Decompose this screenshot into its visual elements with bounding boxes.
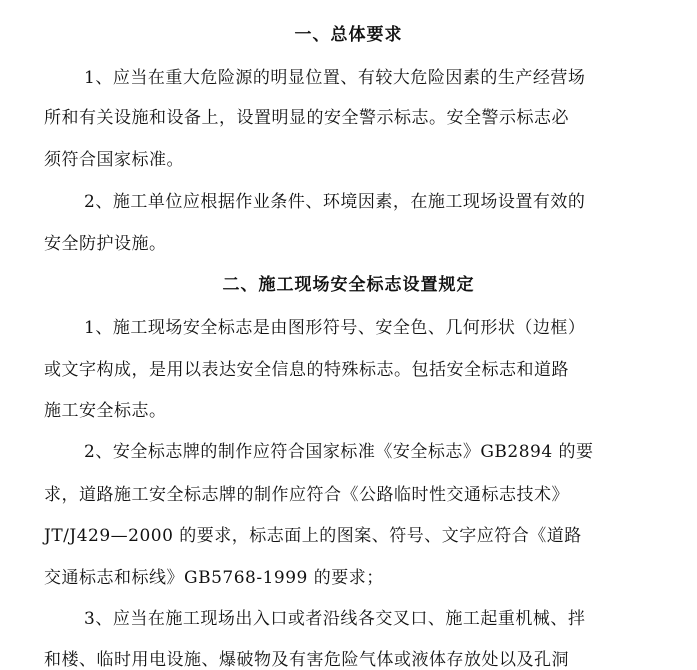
section-1-heading: 一、总体要求 xyxy=(294,25,403,45)
section-2-paragraph-2-line-2: 求，道路施工安全标志牌的制作应符合《公路临时性交通标志技术》 xyxy=(44,485,569,505)
section-2-heading: 二、施工现场安全标志设置规定 xyxy=(222,275,475,295)
section-2-paragraph-1-line-3: 施工安全标志。 xyxy=(44,401,167,421)
section-2-paragraph-2-line-1: 2、安全标志牌的制作应符合国家标准《安全标志》GB2894 的要 xyxy=(84,442,594,462)
section-1-paragraph-2-line-2: 安全防护设施。 xyxy=(44,234,167,254)
section-2-paragraph-3-line-1: 3、应当在施工现场出入口或者沿线各交叉口、施工起重机械、拌 xyxy=(84,609,586,629)
section-2-paragraph-1-line-1: 1、施工现场安全标志是由图形符号、安全色、几何形状（边框） xyxy=(84,318,586,338)
section-2-paragraph-1-line-2: 或文字构成，是用以表达安全信息的特殊标志。包括安全标志和道路 xyxy=(44,360,569,380)
section-2-paragraph-2-line-4: 交通标志和标线》GB5768-1999 的要求； xyxy=(44,568,384,588)
section-1-paragraph-1-line-2: 所和有关设施和设备上，设置明显的安全警示标志。安全警示标志必 xyxy=(44,108,569,128)
section-1-paragraph-1-line-1: 1、应当在重大危险源的明显位置、有较大危险因素的生产经营场 xyxy=(84,68,586,88)
section-1-paragraph-1-line-3: 须符合国家标准。 xyxy=(44,150,184,170)
section-1-paragraph-2-line-1: 2、施工单位应根据作业条件、环境因素，在施工现场设置有效的 xyxy=(84,192,586,212)
section-2-paragraph-3-line-2: 和楼、临时用电设施、爆破物及有害危险气体或液体存放处以及孔洞 xyxy=(44,650,569,670)
section-2-paragraph-2-line-3: JT/J429—2000 的要求，标志面上的图案、符号、文字应符合《道路 xyxy=(44,526,582,546)
